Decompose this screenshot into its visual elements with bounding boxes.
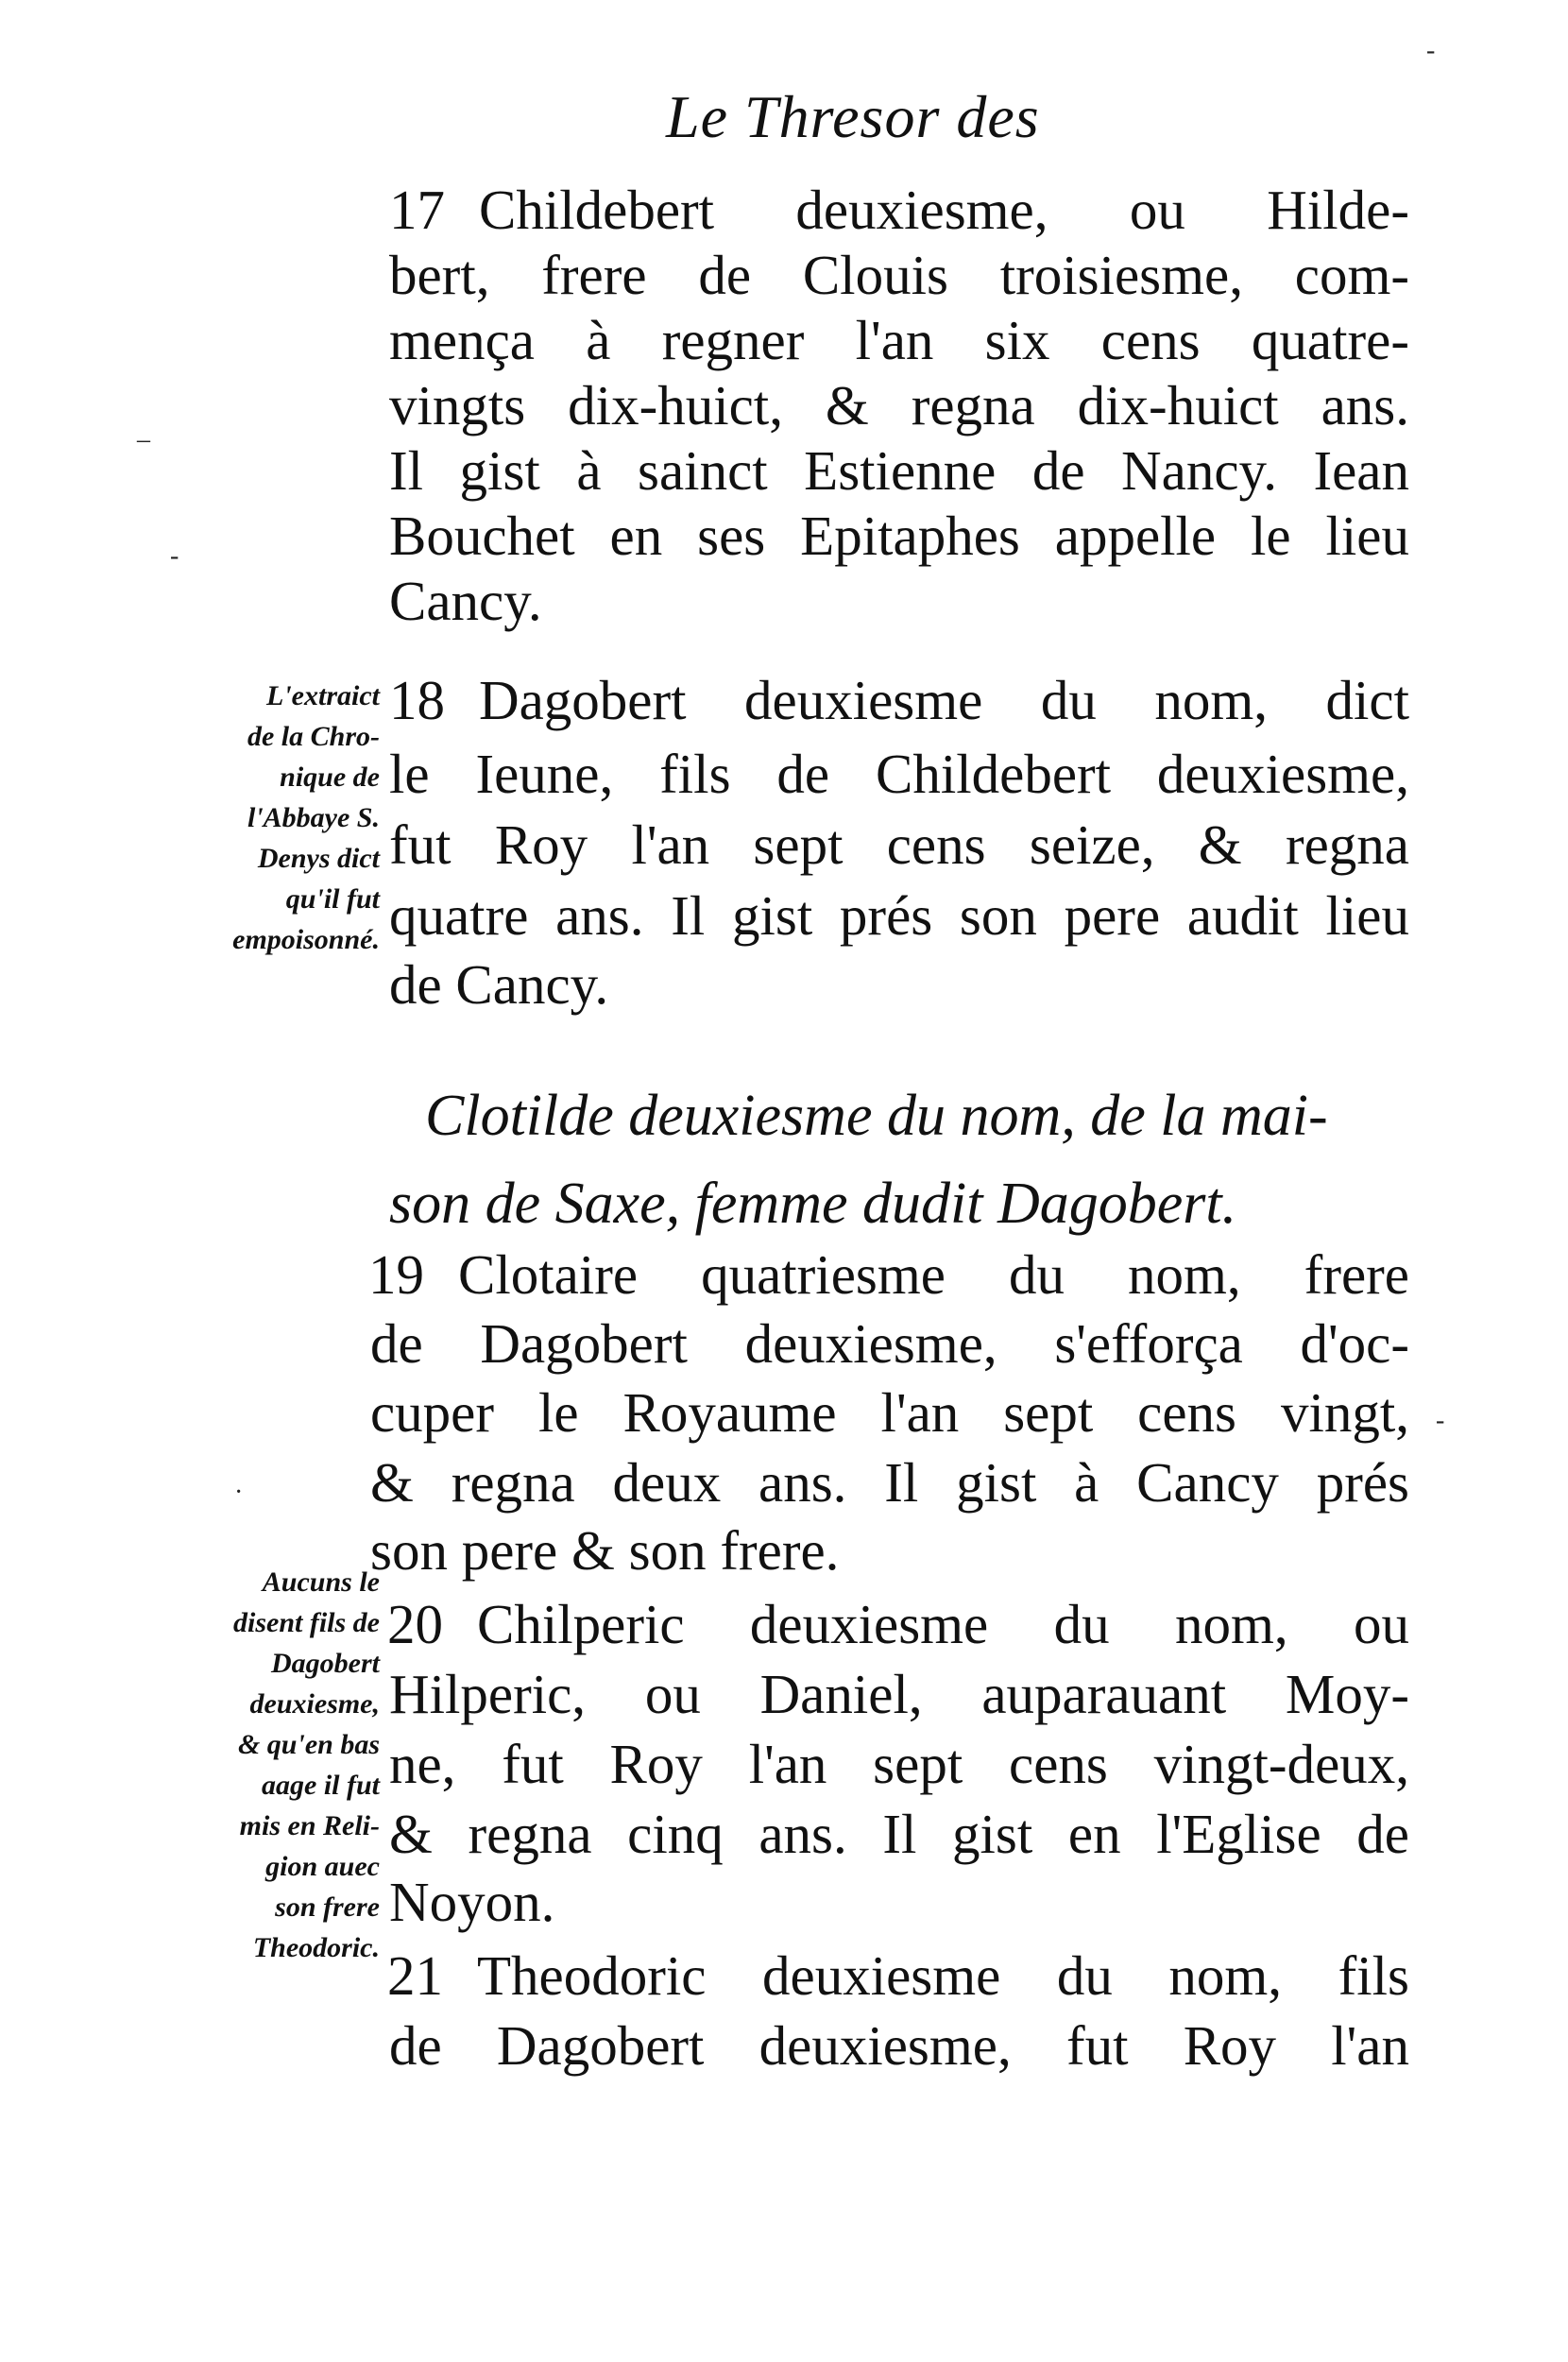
entry-17-line: bert, frere de Clouis troisiesme, com- <box>389 244 1409 306</box>
entry-17-line: mença à regner l'an six cens quatre- <box>389 309 1409 371</box>
marginal-note-2-line: deuxiesme, <box>249 1688 380 1720</box>
entry-19-line: cuper le Royaume l'an sept cens vingt, <box>370 1381 1409 1444</box>
entry-18-line: quatre ans. Il gist prés son pere audit lieu <box>389 884 1409 947</box>
marginal-note-1-line: de la Chro- <box>247 721 380 752</box>
entry-19-number: 19 <box>368 1243 424 1306</box>
entry-17-first-line <box>389 179 1409 241</box>
entry-20-line: & regna cinq ans. Il gist en l'Eglise de <box>389 1803 1409 1865</box>
entry-20-first-line <box>387 1593 1409 1655</box>
entry-17-line: Cancy. <box>389 570 542 632</box>
print-speck: – <box>137 425 150 454</box>
marginal-note-2-line: son frere <box>275 1891 380 1923</box>
print-speck: - <box>1426 36 1436 65</box>
entry-20-line: ne, fut Roy l'an sept cens vingt-deux, <box>389 1733 1409 1795</box>
marginal-note-1-line: empoisonné. <box>232 924 380 955</box>
marginal-note-2-line: Aucuns le <box>262 1566 380 1598</box>
entry-17-line: Il gist à sainct Estienne de Nancy. Iean <box>389 439 1409 502</box>
entry-17-number: 17 <box>389 179 445 241</box>
entry-19-line: de Dagobert deuxiesme, s'efforça d'oc- <box>370 1312 1409 1375</box>
entry-21-number: 21 <box>387 1944 443 2007</box>
print-speck: · <box>234 1478 244 1507</box>
entry-18-first-text: Dagobert deuxiesme du nom, dict <box>479 669 1409 731</box>
entry-17-line: vingts dix-huict, & regna dix-huict ans. <box>389 374 1409 436</box>
print-speck: - <box>1436 1406 1445 1435</box>
entry-18-line: fut Roy l'an sept cens seize, & regna <box>389 813 1409 876</box>
entry-20-number: 20 <box>387 1593 443 1655</box>
entry-18-line: de Cancy. <box>389 953 609 1016</box>
entry-19-line: son pere & son frere. <box>370 1519 840 1582</box>
marginal-note-2-line: gion auec <box>265 1851 380 1882</box>
entry-18-first-line <box>389 669 1409 731</box>
marginal-note-2-line: disent fils de <box>233 1607 380 1638</box>
section-heading-line-2: son de Saxe, femme dudit Dagobert. <box>389 1172 1237 1236</box>
entry-21-first-text: Theodoric deuxiesme du nom, fils <box>477 1944 1409 2007</box>
marginal-note-1-line: Denys dict <box>257 843 380 874</box>
section-heading-line-1: Clotilde deuxiesme du nom, de la mai- <box>425 1084 1328 1148</box>
marginal-note-2-line: mis en Reli- <box>239 1810 380 1841</box>
entry-18-line: le Ieune, fils de Childebert deuxiesme, <box>389 743 1409 805</box>
running-head: Le Thresor des <box>666 83 1040 150</box>
entry-19-first-line <box>368 1243 1409 1306</box>
entry-20-first-text: Chilperic deuxiesme du nom, ou <box>477 1593 1409 1655</box>
print-speck: - <box>170 541 179 571</box>
marginal-note-2-line: & qu'en bas <box>237 1729 380 1760</box>
marginal-note-1-line: l'Abbaye S. <box>247 802 380 833</box>
marginal-note-1-line: qu'il fut <box>285 883 380 915</box>
marginal-note-1-line: nique de <box>280 762 380 793</box>
marginal-note-2-line: aage il fut <box>262 1770 380 1801</box>
marginal-note-1-line: L'extraict <box>266 680 380 711</box>
entry-18-number: 18 <box>389 669 445 731</box>
entry-20-line: Noyon. <box>389 1871 555 1933</box>
marginal-note-2-line: Dagobert <box>271 1648 380 1679</box>
marginal-note-2-line: Theodoric. <box>252 1932 380 1963</box>
entry-17-line: Bouchet en ses Epitaphes appelle le lieu <box>389 505 1409 567</box>
entry-21-first-line <box>387 1944 1409 2007</box>
entry-19-line: & regna deux ans. Il gist à Cancy prés <box>370 1451 1409 1514</box>
entry-19-first-text: Clotaire quatriesme du nom, frere <box>458 1243 1409 1306</box>
entry-20-line: Hilperic, ou Daniel, auparauant Moy- <box>389 1663 1409 1725</box>
entry-21-line: de Dagobert deuxiesme, fut Roy l'an <box>389 2014 1409 2077</box>
entry-17-first-text: Childebert deuxiesme, ou Hilde- <box>479 179 1409 241</box>
